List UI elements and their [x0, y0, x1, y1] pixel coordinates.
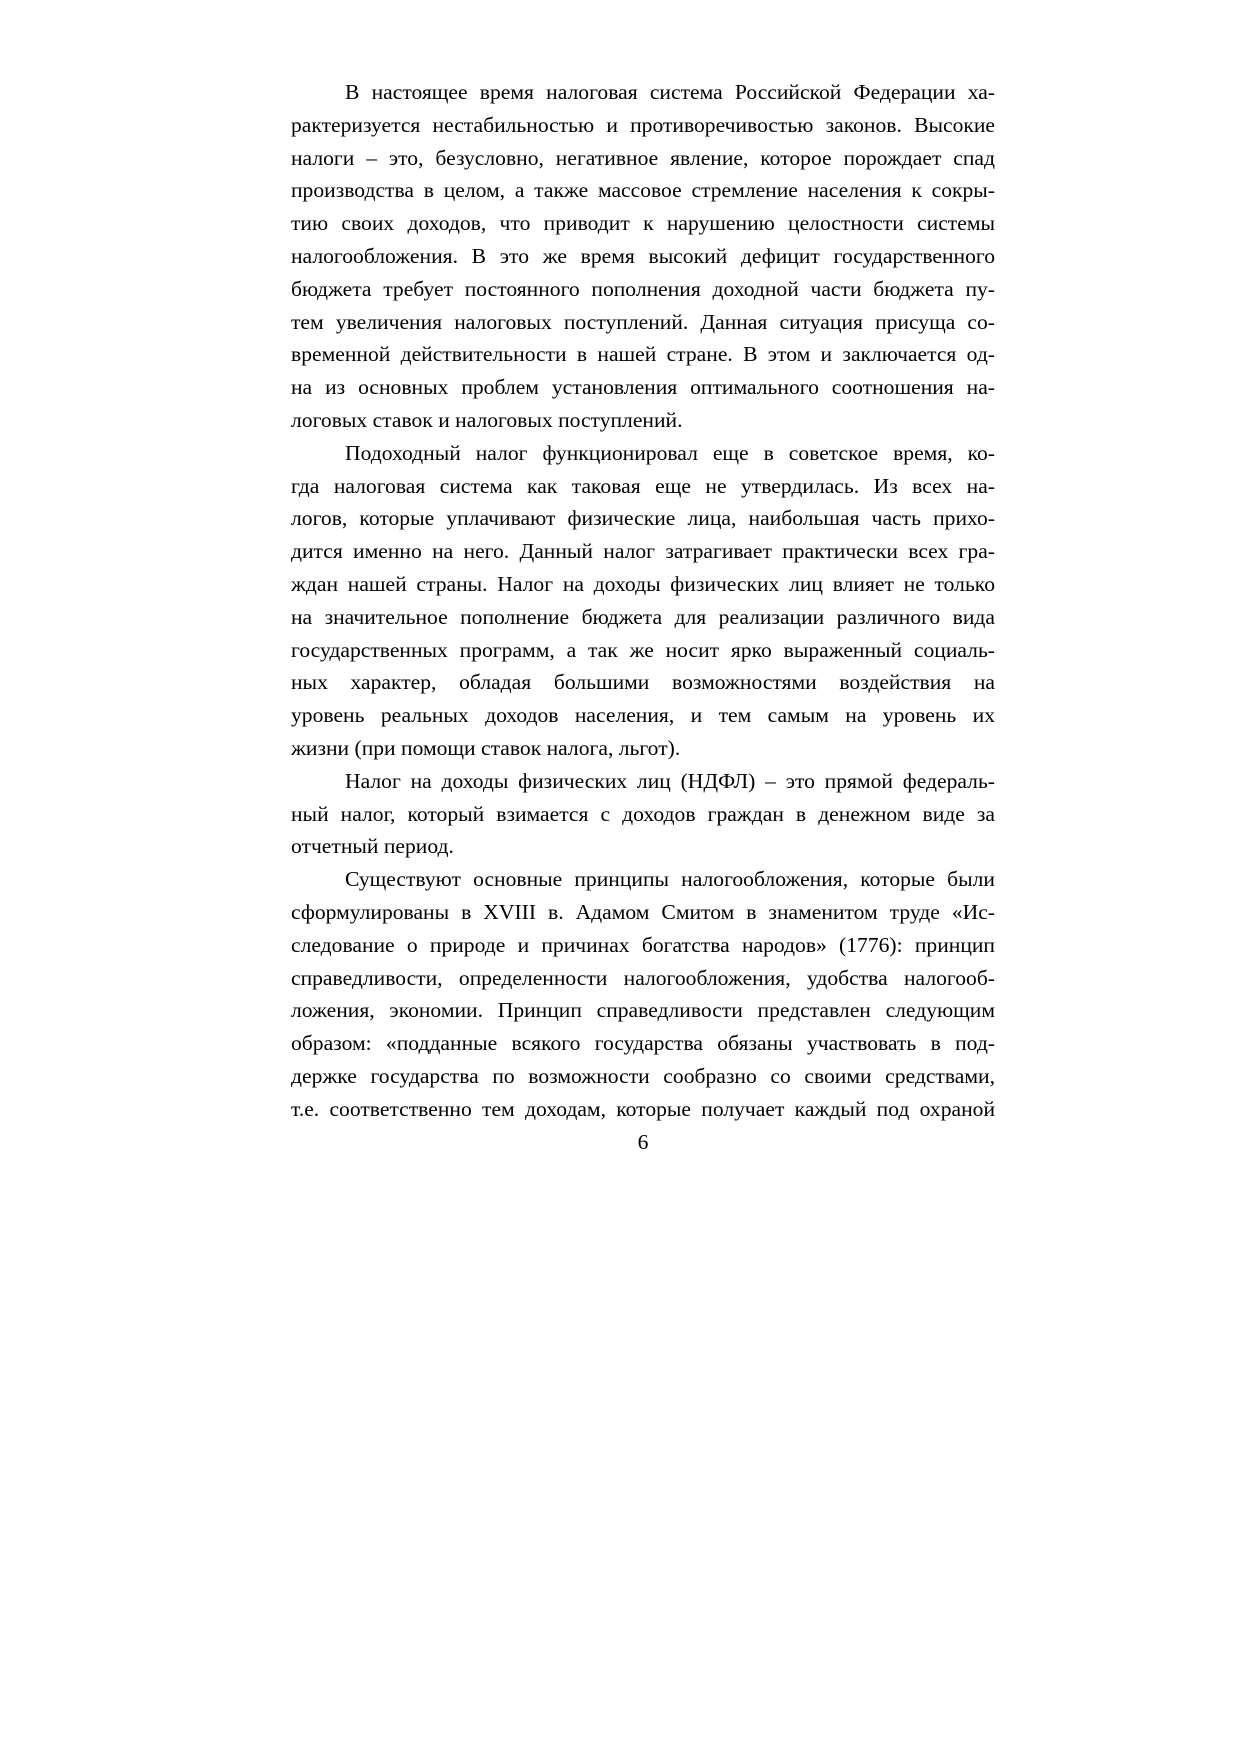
text-line: жизни (при помощи ставок налога, льгот). [291, 735, 681, 760]
text-line: ждан нашей страны. Налог на доходы физических лиц влияет не только [291, 571, 995, 596]
text-line: В настоящее время налоговая система Российской Федерации ха- [345, 80, 995, 104]
text-line: временной действительности в нашей стране. В этом и заключается од- [291, 342, 995, 367]
text-line: на из основных проблем установления оптимального соотношения на- [291, 375, 995, 400]
text-line: производства в целом, а также массовое стремление населения к сокры- [291, 178, 995, 203]
text-line: ложения, экономии. Принцип справедливости представлен следующим [291, 998, 995, 1023]
text-line: ный налог, который взимается с доходов граждан в денежном виде за [291, 801, 995, 826]
text-line: налоги – это, безусловно, негативное явление, которое порождает спад [291, 145, 995, 170]
text-line: гда налоговая система как таковая еще не утвердилась. Из всех на- [291, 473, 995, 498]
text-line: Существуют основные принципы налогообложения, которые были [345, 867, 995, 892]
text-line: логов, которые уплачивают физические лица, наибольшая часть прихо- [291, 506, 995, 531]
text-line: тем увеличения налоговых поступлений. Данная ситуация присуща со- [291, 309, 995, 334]
paragraph-2 [291, 437, 995, 765]
text-line: справедливости, определенности налогообложения, удобства налогооб- [291, 965, 995, 990]
text-line: на значительное пополнение бюджета для реализации различного вида [291, 604, 995, 629]
paragraph-1 [291, 76, 995, 437]
text-line: следование о природе и причинах богатства народов» (1776): принцип [291, 932, 995, 957]
text-line: образом: «подданные всякого государства обязаны участвовать в под- [291, 1031, 995, 1056]
text-line: государственных программ, а так же носит ярко выраженный социаль- [291, 637, 995, 662]
text-line: тию своих доходов, что приводит к нарушению целостности системы [291, 211, 995, 236]
text-line: т.е. соответственно тем доходам, которые получает каждый под охраной [291, 1096, 995, 1121]
text-line: держке государства по возможности сообразно со своими средствами, [291, 1063, 995, 1088]
text-line: бюджета требует постоянного пополнения доходной части бюджета пу- [291, 276, 995, 301]
paragraph-3 [291, 765, 995, 863]
text-block [291, 76, 995, 1126]
text-line: налогообложения. В это же время высокий дефицит государственного [291, 243, 995, 268]
text-line: рактеризуется нестабильностью и противоречивостью законов. Высокие [291, 112, 995, 137]
text-line: Подоходный налог функционировал еще в советское время, ко- [345, 440, 995, 465]
text-line: дится именно на него. Данный налог затрагивает практически всех гра- [291, 539, 995, 564]
text-line: логовых ставок и налоговых поступлений. [291, 407, 683, 432]
text-line: Налог на доходы физических лиц (НДФЛ) – это прямой федераль- [345, 768, 995, 793]
text-line: сформулированы в XVIII в. Адамом Смитом в знаменитом труде «Ис- [291, 899, 995, 924]
paragraph-4 [291, 863, 995, 1125]
text-line: отчетный период. [291, 834, 454, 859]
page-number: 6 [637, 1130, 649, 1154]
text-line: уровень реальных доходов населения, и тем самым на уровень их [291, 703, 995, 728]
text-line: ных характер, обладая большими возможностями воздействия на [291, 670, 995, 695]
